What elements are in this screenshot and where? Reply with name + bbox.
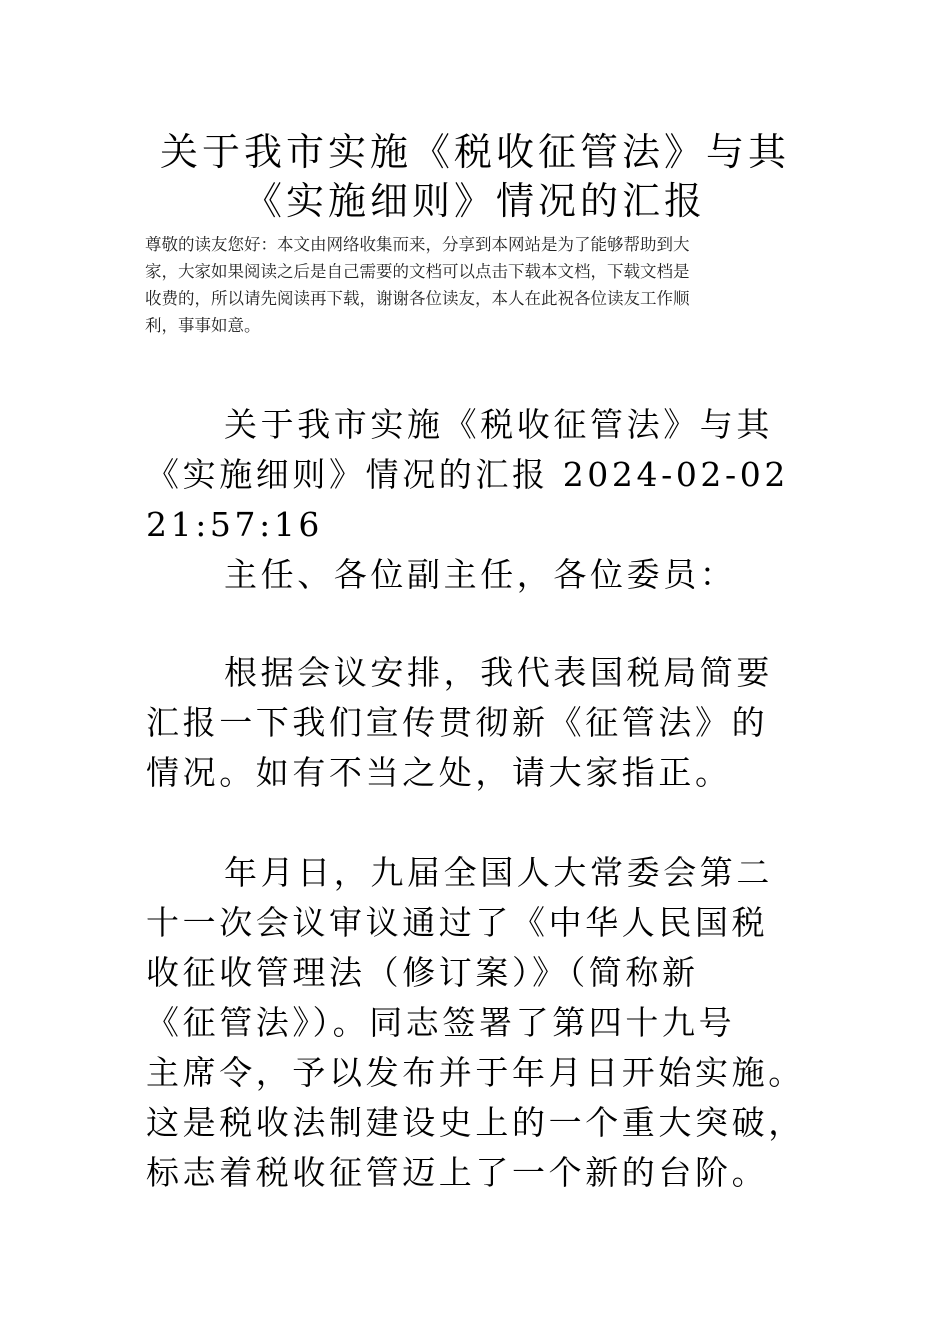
reader-notice-line-3: 收费的，所以请先阅读再下载，谢谢各位读友，本人在此祝各位读友工作顺 — [145, 290, 690, 308]
paragraph-2-line-2: 十一次会议审议通过了《中华人民国税 — [146, 903, 769, 942]
paragraph-1-line-2: 汇报一下我们宣传贯彻新《征管法》的 — [146, 703, 769, 742]
heading-line-1: 关于我市实施《税收征管法》与其 — [224, 405, 773, 444]
reader-notice-line-1: 尊敬的读友您好：本文由网络收集而来，分享到本网站是为了能够帮助到大 — [145, 236, 690, 254]
paragraph-1-line-1: 根据会议安排，我代表国税局简要 — [224, 653, 773, 692]
paragraph-2-line-7: 标志着税收征管迈上了一个新的台阶。 — [146, 1153, 769, 1192]
paragraph-2-line-6: 这是税收法制建设史上的一个重大突破， — [146, 1103, 805, 1142]
reader-notice-line-2: 家，大家如果阅读之后是自己需要的文档可以点击下载本文档，下载文档是 — [145, 263, 690, 281]
heading-line-3: 21:57:16 — [146, 505, 324, 544]
document-title-line-1: 关于我市实施《税收征管法》与其 — [159, 130, 790, 174]
salutation: 主任、各位副主任，各位委员： — [224, 555, 737, 594]
reader-notice-line-4: 利，事事如意。 — [145, 317, 261, 335]
document-title-line-2: 《实施细则》情况的汇报 — [243, 179, 706, 223]
paragraph-2-line-5: 主席令，予以发布并于年月日开始实施。 — [146, 1053, 805, 1092]
heading-line-2: 《实施细则》情况的汇报 2024-02-02 — [146, 455, 789, 494]
paragraph-2-line-3: 收征收管理法（修订案）》（简称新 — [146, 953, 699, 992]
paragraph-1-line-3: 情况。如有不当之处，请大家指正。 — [146, 753, 732, 792]
paragraph-2-line-1: 年月日，九届全国人大常委会第二 — [224, 853, 773, 892]
paragraph-2-line-4: 《征管法》）。同志签署了第四十九号 — [146, 1003, 736, 1042]
